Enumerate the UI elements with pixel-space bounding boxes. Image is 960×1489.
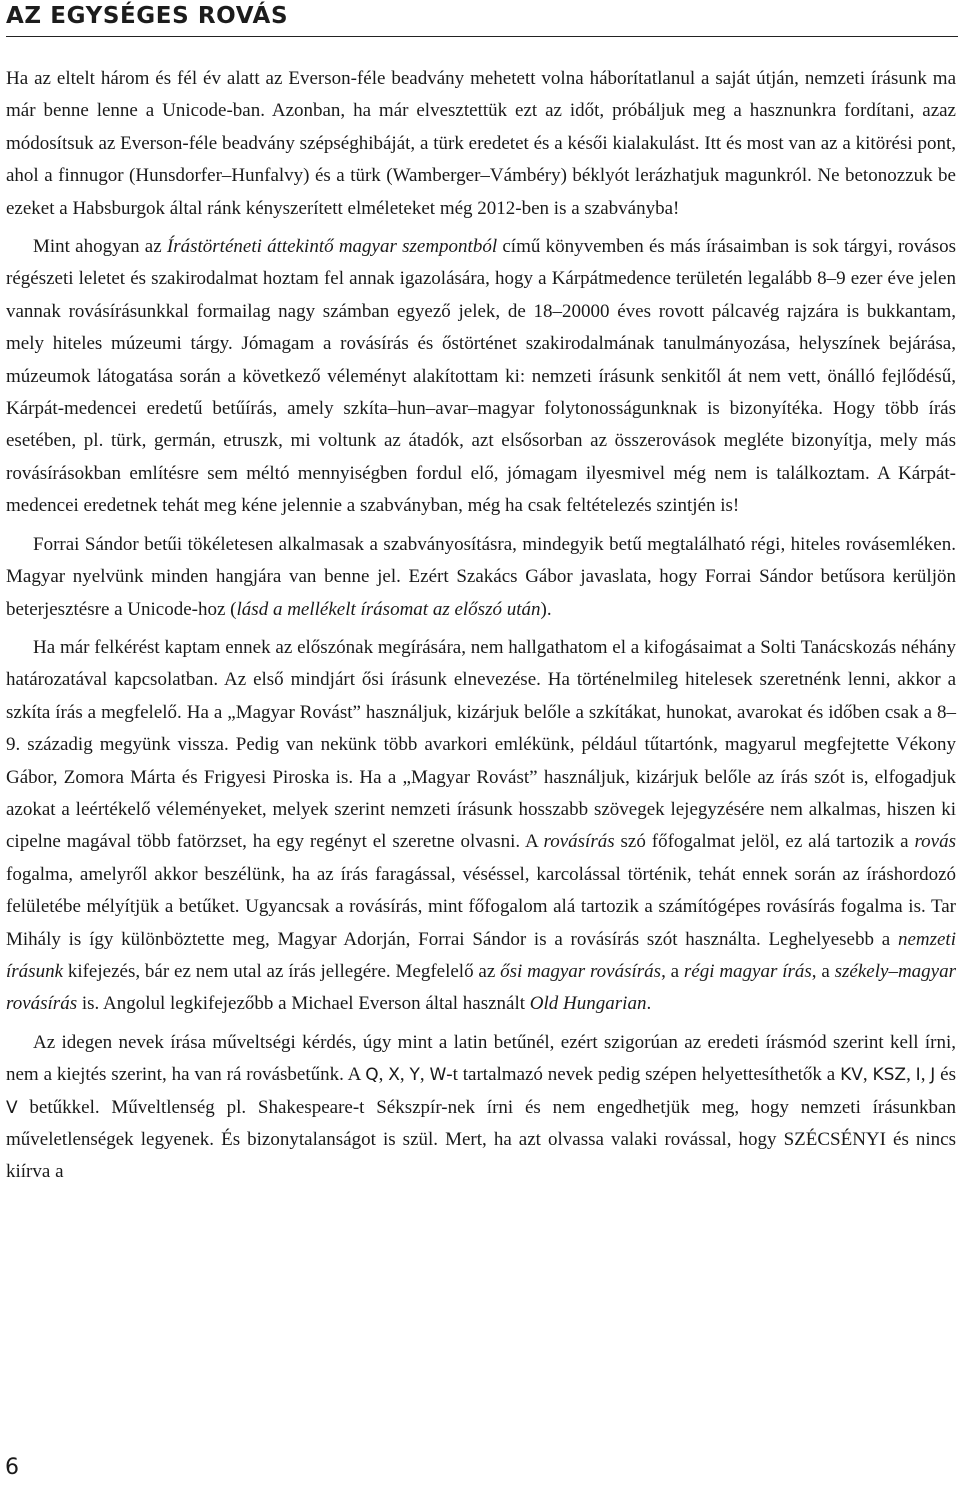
text-run: és	[935, 1064, 956, 1086]
letter: J	[930, 1065, 936, 1086]
term: rovásírás	[543, 831, 615, 853]
text-run: Az idegen nevek írása műveltségi kérdés, úgy mint a latin betűnél, ezért szigorúan az eredeti írásmód szerint kell írni, nem a kiejtés szerint, ha van rá rovásbetűnk. A	[6, 1031, 956, 1086]
body-text	[6, 63, 956, 1189]
term: rovás	[914, 831, 956, 853]
book-title: Írástörténeti áttekintő magyar szempontból	[166, 236, 498, 258]
letter: KV	[840, 1065, 863, 1086]
letter: V	[6, 1097, 18, 1118]
text-run: , a	[661, 960, 684, 982]
letter: W	[429, 1065, 447, 1086]
text-run: -t tartalmazó nevek pedig szépen helyettesíthetők a	[446, 1064, 841, 1086]
text-run: című könyvemben és más írásaimban is sok tárgyi, rovásos régészeti leletet és szakirodalmat hoztam fel annak igazolására, hogy a Kárpátmedence területén legalább 8–9 ezer éve jelen vannak rovásírásunkkal formailag nagy számban egyező jelek, de 18–20000 éves rovott pálcavég rajzára is bukkantam, mely hiteles múzeumi tárgy. Jómagam a rovásírás és őstörténet szakirodalmának tanulmányozása, helyszínek bejárása, múzeumok látogatása során a következő véleményt alakítottam ki: nemzeti írásunk senkitől át nem vett, önálló fejlődésű, Kárpát-medencei eredetű betűírás, amely szkíta–hun–avar–magyar folytonosságunknak is bizonyítéka. Hogy több írás esetében, pl. türk, germán, etruszk, mi voltunk az átadók, azt elsősorban az összerovások megléte bizonyítja, mely más rovásírásokban említésre sem méltó mennyiségben fordul elő, jómagam ilyesmivel még nem is találkoztam. A Kárpát-medencei eredetnek tehát meg kéne jelennie a szabványban, még ha csak feltételezés szintjén is!	[6, 236, 956, 517]
letter: I	[915, 1065, 921, 1086]
paragraph-3	[6, 529, 956, 626]
text-run: ,	[378, 1064, 389, 1086]
text-run: betűkkel. Műveltlenség pl. Shakespeare-t Sékszpír-nek írni és nem engedhetjük meg, hogy nemzeti írásunkban műveletlenségek legyenek. És bizonytalanságot is szül. Mert, ha azt olvassa valaki rovással, hogy SZÉCSÉNYI és nincs kiírva a	[6, 1096, 956, 1183]
text-run: ).	[540, 598, 552, 620]
text-run: .	[646, 993, 652, 1015]
paragraph-5	[6, 1027, 956, 1189]
term: Old Hungarian	[529, 993, 647, 1015]
page-number: 6	[5, 1455, 19, 1480]
text-run: ,	[906, 1064, 916, 1086]
text-run: szó főfogalmat jelöl, ez alá tartozik a	[614, 831, 915, 853]
letter: KSZ	[872, 1065, 907, 1086]
title-rule	[6, 36, 958, 37]
letter: Q	[365, 1065, 379, 1086]
text-run: kifejezés, bár ez nem utal az írás jellegére. Megfelelő az	[63, 960, 501, 982]
paragraph-4	[6, 632, 956, 1021]
reference-note: lásd a mellékelt írásomat az előszó után	[236, 598, 541, 620]
text-run: Ha az eltelt három és fél év alatt az Everson-féle beadvány mehetett volna háborítatlanul a saját útján, nemzeti írásunk ma már benne lenne a Unicode-ban. Azonban, ha már elvesztettük ezt az időt, próbáljuk meg a hasznunkra fordítani, azaz módosítsuk az Everson-féle beadvány szépséghibáját, a türk eredetet és a késői kialakulást. Itt és most van az a kitörési pont, ahol a finnugor (Hunsdorfer–Hunfalvy) és a türk (Wamberger–Vámbéry) béklyót lerázhatjuk magunkról. Ne betonozzuk be ezeket a Habsburgok által ránk kényszerített elméleteket még 2012-ben is a szabványba!	[6, 68, 956, 219]
text-run: ,	[862, 1064, 873, 1086]
term: nemzeti írásunk	[6, 928, 956, 982]
text-run: ,	[399, 1064, 410, 1086]
text-run: ,	[419, 1064, 430, 1086]
term: régi magyar írás	[683, 960, 812, 982]
text-run: ,	[920, 1064, 931, 1086]
paragraph-2	[6, 231, 956, 523]
term: ősi magyar rovásírás	[500, 960, 662, 982]
text-run: Ha már felkérést kaptam ennek az előszónak megírására, nem hallgathatom el a kifogásaimat a Solti Tanácskozás néhány határozatával kapcsolatban. Az első mindjárt ősi írásunk elnevezése. Ha történelmileg hitelesek szeretnénk lenni, akkor a szkíta írás a megfelelő. Ha a „Magyar Rovást” használjuk, kizárjuk belőle a szkítákat, hunokat, avarokat és időben csak a 8–9. századig megyünk vissza. Pedig van nekünk több avarkori emlékünk, például tűtartónk, magyarul megfejtette Vékony Gábor, Zomora Márta és Frigyesi Piroska is. Ha a „Magyar Rovást” használjuk, kizárjuk belőle az írás szót is, elfogadjuk azokat a leértékelő véleményeket, melyek szerint nemzeti írásunk hosszabb szövegek lejegyzésére nem alkalmas, hiszen ki cipelne magával több fatörzset, ha egy regényt el szeretne olvasni. A	[6, 636, 956, 853]
term: székely–magyar rovásírás	[6, 960, 956, 1015]
text-run: Mint ahogyan az	[33, 236, 167, 258]
text-run: fogalma, amelyről akkor beszélünk, ha az írás faragással, véséssel, karcolással történik, tehát ennek során az íráshordozó felületébe mélyítjük a betűket. Ugyancsak a rovásírás, mint főfogalom alá tartozik a számítógépes rovásírás fogalma is. Tar Mihály is így különböztette meg, Magyar Adorján, Forrai Sándor is a rovásírás szót használta. Leghelyesebb a	[6, 863, 956, 950]
letter: Y	[409, 1065, 420, 1086]
page-title: AZ EGYSÉGES ROVÁS	[6, 3, 289, 29]
letter: X	[388, 1065, 400, 1086]
text-run: , a	[811, 960, 835, 982]
paragraph-1	[6, 63, 956, 225]
text-run: Forrai Sándor betűi tökéletesen alkalmasak a szabványosításra, mindegyik betű megtalálható régi, hiteles rovásemléken. Magyar nyelvünk minden hangjára van benne jel. Ezért Szakács Gábor javaslata, hogy Forrai Sándor betűsora kerüljön beterjesztésre a Unicode-hoz (	[6, 533, 956, 620]
text-run: is. Angolul legkifejezőbb a Michael Everson által használt	[77, 993, 530, 1015]
